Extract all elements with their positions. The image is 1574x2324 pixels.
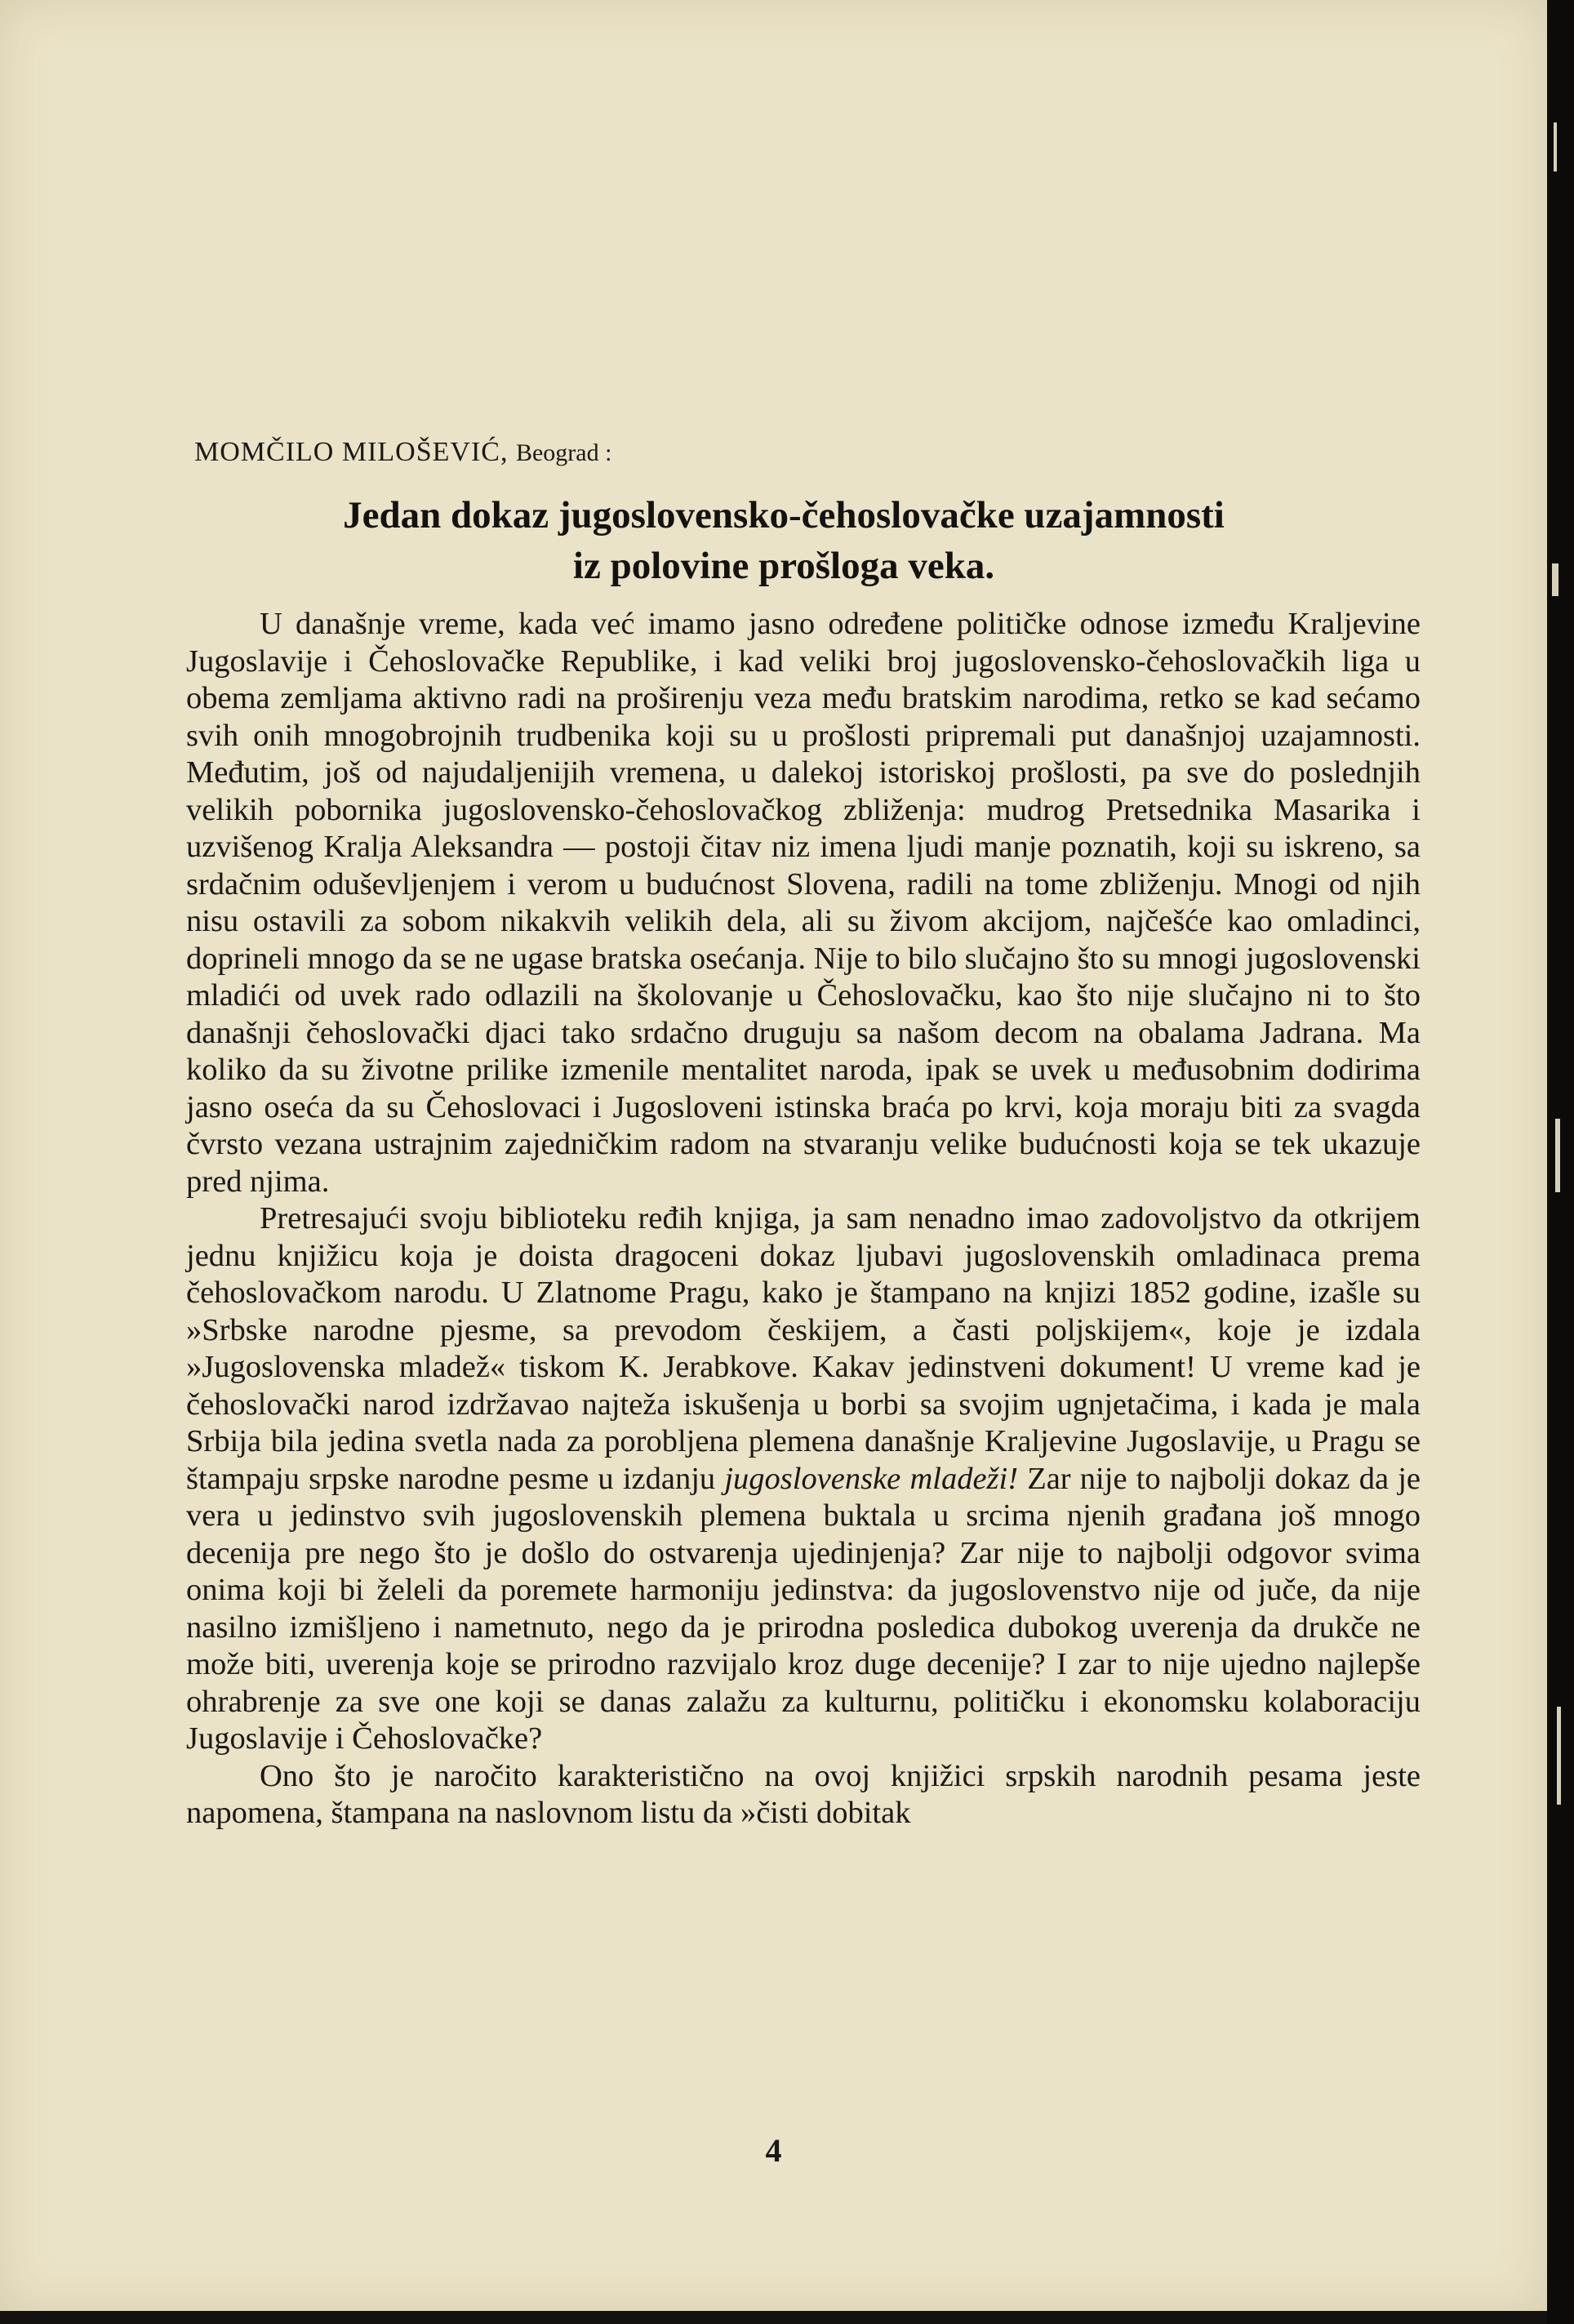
edge-mark — [1555, 1119, 1560, 1192]
article-title — [147, 490, 1421, 591]
page-number: 4 — [765, 2132, 782, 2169]
scan-edge — [1547, 0, 1574, 2324]
paragraph-1: U današnje vreme, kada već imamo jasno određene političke odnose između Kraljevine Jugoslavije i Čehoslovačke Republike, i kad veliki broj jugoslovensko-čehoslovačkih liga u obema zemljama aktivno radi na proširenju veza među bratskim narodima, retko se kad sećamo svih onih mnogobrojnih trudbenika koji su u prošlosti pripremali put današnjoj uzajamnosti. Međutim, još od najudaljenijih vremena, u dalekoj istoriskoj prošlosti, pa sve do poslednjih velikih pobornika jugoslovensko-čehoslovačkog zbliženja: mudrog Pretsednika Masarika i uzvišenog Kralja Aleksandra — postoji čitav niz imena ljudi manje poznatih, koji su iskreno, sa srdačnim oduševljenjem i verom u budućnost Slovena, radili na tome zbliženju. Mnogi od njih nisu ostavili za sobom nikakvih velikih dela, ali su živom akcijom, najčešće kao omladinci, doprineli mnogo da se ne ugase bratska osećanja. Nije to bilo slučajno što su mnogi jugoslovenski mladići od uvek rado odlazili na školovanje u Čehoslovačku, kao što nije slučajno ni to što današnji čehoslovački djaci tako srdačno druguju sa našom decom na obalama Jadrana. Ma koliko da su životne prilike izmenile mentalitet naroda, ipak se uvek u međusobnim dodirima jasno oseća da su Čehoslovaci i Jugosloveni istinska braća po krvi, koja moraju biti za svagda čvrsto vezana ustrajnim zajedničkim radom na stvaranju velike budućnosti koja se tek ukazuje pred njima. — [186, 607, 1421, 1199]
edge-mark — [1554, 122, 1557, 171]
paragraph-2-part-a: Pretresajući svoju biblioteku ređih knjiga, ja sam nenadno imao zadovoljstvo da otkrijem jednu knjižicu koja je doista dragoceni dokaz ljubavi jugoslovenskih omladinaca prema čehoslovačkom narodu. U Zlatnome Pragu, kako je štampano na knjizi 1852 godine, izašle su »Srbske narodne pjesme, sa prevodom českijem, a časti poljskijem«, koje je izdala »Jugoslovenska mladež« tiskom K. Jerabkove. Kakav jedinstveni dokument! U vreme kad je čehoslovački narod izdržavao najteža iskušenja u borbi sa svojim ugnjetačima, i kada je mala Srbija bila jedina svetla nada za porobljena plemena današnje Kraljevine Jugoslavije, u Pragu se štampaju srpske narodne pesme u izdanju — [186, 1201, 1421, 1496]
edge-mark — [1557, 1707, 1561, 1805]
author-byline — [194, 437, 611, 468]
edge-mark — [1552, 563, 1558, 596]
title-line-1: Jedan dokaz jugoslovensko-čehoslovačke uzajamnosti — [343, 494, 1225, 536]
author-place: Beograd : — [515, 439, 612, 466]
author-name: MOMČILO MILOŠEVIĆ, — [194, 437, 509, 467]
title-line-2: iz polovine prošloga veka. — [572, 545, 995, 587]
paragraph-2-emphasis: jugoslovenske mladeži! — [724, 1461, 1019, 1496]
paragraph-2 — [186, 1200, 1421, 1758]
paragraph-2-part-b: Zar nije to najbolji dokaz da je vera u jedinstvo svih jugoslovenskih plemena buktala u srcima njenih građana još mnogo decenija pre nego što je došlo do ostvarenja ujedinjenja? Zar nije to najbolji odgovor svima onima koji bi želeli da poremete harmoniju jedinstva: da jugoslovenstvo nije od juče, da nije nasilno izmišljeno i nametnuto, nego da je prirodna posledica dubokog uverenja da drukče ne može biti, uverenja koje se prirodno razvijalo kroz duge decenije? I zar to nije ujedno najlepše ohrabrenje za sve one koji se danas zalažu za kulturnu, političku i ekonomsku kolaboraciju Jugoslavije i Čehoslovačke? — [186, 1461, 1421, 1756]
paragraph-3: Ono što je naročito karakteristično na ovoj knjižici srpskih narodnih pesama jeste napomena, štampana na naslovnom listu da »čisti dobitak — [186, 1758, 1421, 1830]
article-body — [186, 606, 1421, 1832]
